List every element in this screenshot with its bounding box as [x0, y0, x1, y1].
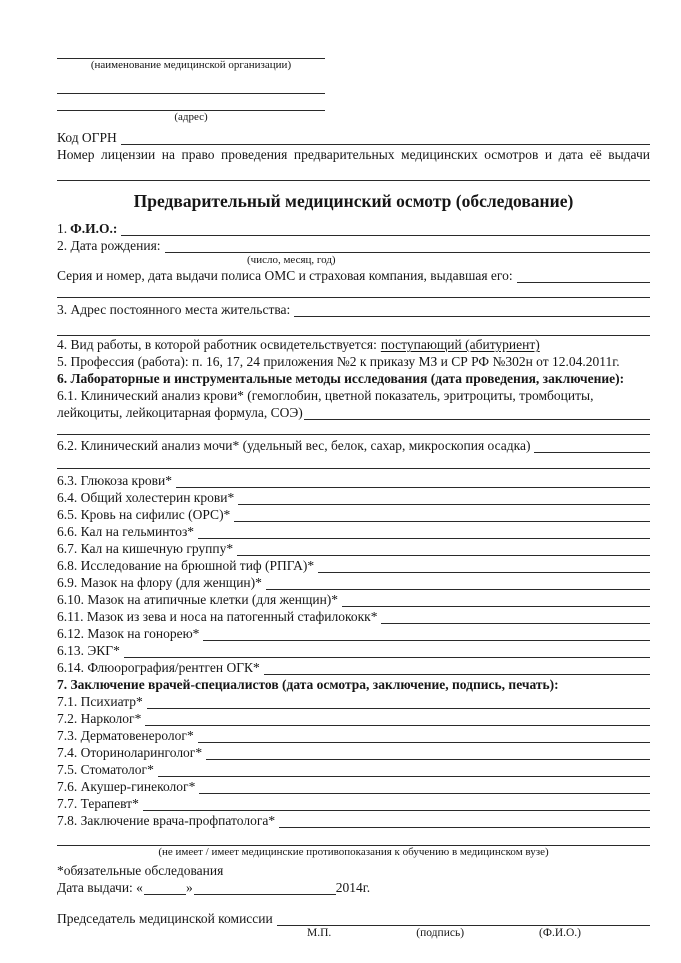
specialist-row [57, 795, 650, 812]
residence-blank-line-2 [57, 321, 650, 336]
specialist-row [57, 744, 650, 761]
org-block [57, 44, 325, 124]
specialist-blank-line [145, 712, 650, 726]
specialist-label: 7.8. Заключение врача-профпатолога* [57, 813, 276, 828]
residence-blank-line [294, 303, 650, 317]
blood-test-blank-line [304, 406, 650, 420]
residence-row [57, 301, 650, 318]
lab-item-blank-line [176, 474, 650, 488]
fio-number: 1. [57, 221, 68, 236]
work-type-value: поступающий (абитуриент) [380, 337, 540, 352]
lab-item-label: 6.13. ЭКГ* [57, 643, 120, 658]
issue-month-blank [194, 881, 336, 895]
specialist-row [57, 812, 650, 829]
lab-item-row [57, 659, 650, 676]
issue-day-blank [144, 881, 186, 895]
lab-item-label: 6.14. Флюорография/рентген ОГК* [57, 660, 260, 675]
lab-item-label: 6.9. Мазок на флору (для женщин)* [57, 575, 262, 590]
lab-items-list [57, 472, 650, 676]
chairman-label: Председатель медицинской комиссии [57, 911, 273, 926]
fio-blank-line [121, 222, 650, 236]
fio-caption: (Ф.И.О.) [539, 927, 582, 939]
specialist-blank-line [198, 729, 650, 743]
lab-item-blank-line [124, 644, 650, 658]
stamp-caption: М.П. [307, 927, 332, 939]
birth-label: 2. Дата рождения: [57, 238, 161, 253]
ogrn-row [57, 129, 650, 146]
lab-item-blank-line [381, 610, 650, 624]
specialist-blank-line [206, 746, 650, 760]
oms-row [57, 267, 650, 284]
lab-item-label: 6.12. Мазок на гонорею* [57, 626, 200, 641]
fio-label: Ф.И.О.: [70, 221, 118, 236]
license-line: Номер лицензии на право проведения предварительных медицинских осмотров и дата её выдачи [57, 147, 650, 162]
ogrn-blank-line [121, 131, 650, 145]
lab-section-heading: 6. Лабораторные и инструментальные методы исследования (дата проведения, заключение): [57, 371, 625, 386]
lab-item-label: 6.7. Кал на кишечную группу* [57, 541, 234, 556]
specialist-blank-line [279, 814, 650, 828]
specialist-label: 7.6. Акушер-гинеколог* [57, 779, 196, 794]
specialist-row [57, 727, 650, 744]
lab-item-label: 6.6. Кал на гельминтоз* [57, 524, 195, 539]
blood-test-blank-line-2 [57, 421, 650, 435]
profession-text: 5. Профессия (работа): п. 16, 17, 24 приложения №2 к приказу МЗ и СР РФ №302н от 12.04.2011г. [57, 354, 620, 369]
org-name-caption: (наименование медицинской организации) [90, 59, 292, 71]
lab-item-blank-line [264, 661, 650, 675]
specialist-row [57, 761, 650, 778]
blood-test-row-line2 [57, 404, 650, 421]
specialist-row [57, 693, 650, 710]
oms-blank-line [517, 269, 650, 283]
specialist-label: 7.1. Психиатр* [57, 694, 143, 709]
org-name-blank-line [57, 44, 325, 59]
fio-row [57, 220, 650, 237]
specialist-blank-line [143, 797, 650, 811]
lab-item-blank-line [198, 525, 650, 539]
birth-row [57, 237, 650, 254]
specialist-blank-line [158, 763, 650, 777]
specialists-section-heading: 7. Заключение врачей-специалистов (дата осмотра, заключение, подпись, печать): [57, 677, 559, 692]
lab-item-row [57, 523, 650, 540]
form-title: Предварительный медицинский осмотр (обследование) [133, 191, 574, 211]
chairman-row [57, 910, 650, 927]
work-type-row [57, 336, 650, 353]
issue-date-row [57, 879, 650, 896]
lab-item-label: 6.8. Исследование на брюшной тиф (РПГА)* [57, 558, 315, 573]
blood-test-label-line1: 6.1. Клинический анализ крови* (гемоглобин, цветной показатель, эритроциты, тромбоциты, [57, 388, 594, 403]
lab-item-label: 6.4. Общий холестерин крови* [57, 490, 235, 505]
conclusion-caption: (не имеет / имеет медицинские противопоказания к обучению в медицинском вузе) [158, 846, 549, 858]
lab-item-row [57, 540, 650, 557]
lab-item-row [57, 642, 650, 659]
ogrn-label: Код ОГРН [57, 130, 117, 145]
lab-item-row [57, 557, 650, 574]
residence-label: 3. Адрес постоянного места жительства: [57, 302, 291, 317]
specialist-label: 7.5. Стоматолог* [57, 762, 154, 777]
lab-item-blank-line [342, 593, 650, 607]
urine-test-label: 6.2. Клинический анализ мочи* (удельный вес, белок, сахар, микроскопия осадка) [57, 438, 531, 453]
address-caption: (адрес) [174, 111, 208, 123]
lab-item-label: 6.10. Мазок на атипичные клетки (для женщин)* [57, 592, 339, 607]
issue-date-close-quote: » [185, 880, 193, 895]
org-blank-line-2 [57, 79, 325, 94]
work-type-label: 4. Вид работы, в которой работник освидетельствуется: [57, 337, 377, 352]
lab-item-label: 6.3. Глюкоза крови* [57, 473, 172, 488]
lab-item-row [57, 608, 650, 625]
lab-item-row [57, 574, 650, 591]
urine-test-blank-line-2 [57, 455, 650, 469]
mandatory-note-row [57, 862, 650, 879]
issue-year: 2014г. [335, 880, 371, 895]
specialist-label: 7.3. Дерматовенеролог* [57, 728, 194, 743]
mandatory-note: *обязательные обследования [57, 863, 224, 878]
specialist-label: 7.7. Терапевт* [57, 796, 139, 811]
specialist-label: 7.4. Оториноларинголог* [57, 745, 203, 760]
lab-item-blank-line [203, 627, 650, 641]
specialist-blank-line [199, 780, 650, 794]
lab-item-row [57, 591, 650, 608]
specialist-row [57, 778, 650, 795]
chairman-blank-line [277, 912, 650, 926]
conclusion-blank-line [57, 833, 650, 846]
birth-blank-line [165, 239, 650, 253]
signature-caption: (подпись) [416, 927, 465, 939]
lab-item-blank-line [318, 559, 650, 573]
lab-item-label: 6.5. Кровь на сифилис (ОРС)* [57, 507, 231, 522]
oms-label: Серия и номер, дата выдачи полиса ОМС и страховая компания, выдавшая его: [57, 268, 513, 283]
address-blank-line [57, 96, 325, 111]
oms-blank-line-2 [57, 284, 650, 298]
lab-item-blank-line [234, 508, 650, 522]
profession-row [57, 353, 650, 370]
specialists-list [57, 693, 650, 829]
blood-test-label-line2: лейкоциты, лейкоцитарная формула, СОЭ) [57, 405, 303, 420]
lab-item-blank-line [266, 576, 650, 590]
birth-caption: (число, месяц, год) [247, 254, 336, 266]
urine-test-row [57, 437, 650, 454]
signature-captions-row [57, 927, 650, 940]
specialist-blank-line [147, 695, 650, 709]
urine-test-blank-line [534, 439, 650, 453]
lab-item-blank-line [237, 542, 650, 556]
lab-item-row [57, 489, 650, 506]
blood-test-row-line1 [57, 387, 650, 404]
specialist-row [57, 710, 650, 727]
license-blank-line [57, 166, 650, 181]
lab-item-row [57, 472, 650, 489]
lab-item-row [57, 506, 650, 523]
issue-date-prefix: Дата выдачи: « [57, 880, 143, 895]
lab-item-row [57, 625, 650, 642]
lab-item-label: 6.11. Мазок из зева и носа на патогенный стафилококк* [57, 609, 378, 624]
lab-item-blank-line [238, 491, 650, 505]
specialist-label: 7.2. Нарколог* [57, 711, 142, 726]
